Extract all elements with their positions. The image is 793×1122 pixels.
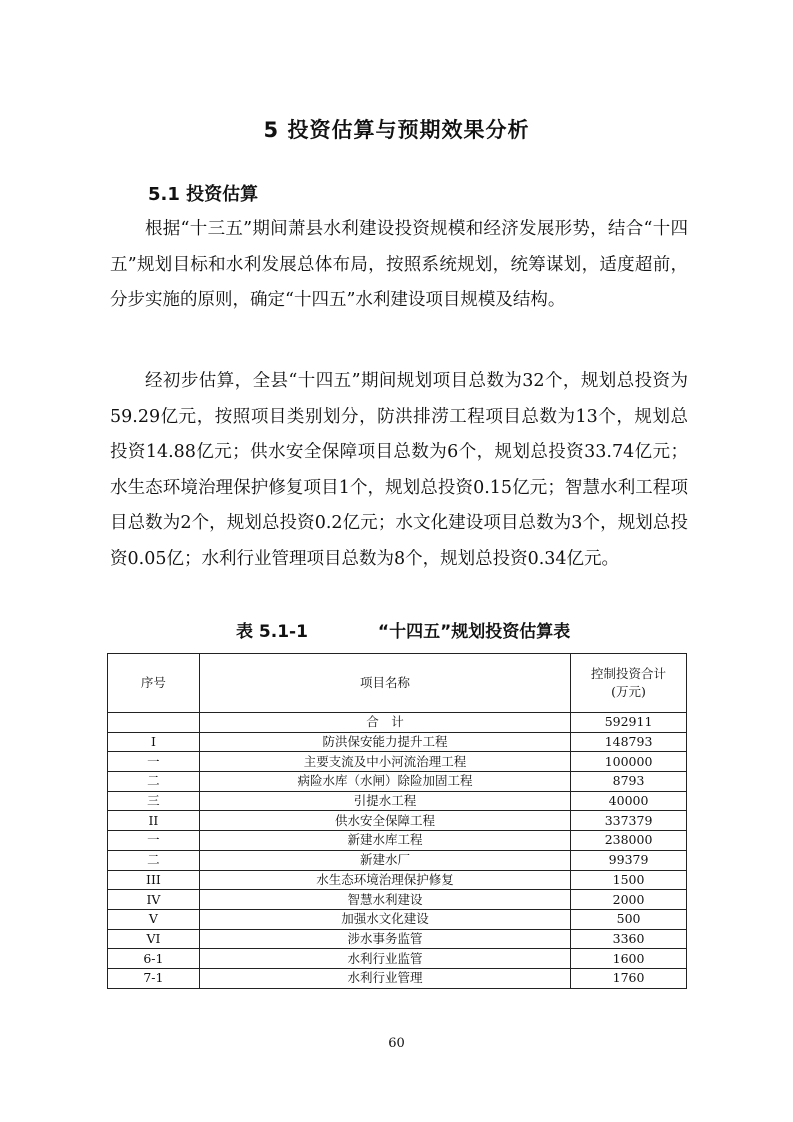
section-title: 5.1 投资估算 (148, 184, 259, 205)
cell-seq: 二 (108, 850, 200, 870)
estimate-paragraph: 经初步估算，全县“十四五”期间规划项目总数为32个，规划总投资为59.29亿元，按照项目类别划分，防洪排涝工程项目总数为13个，规划总投资14.88亿元；供水安全保障项目总数为6个，规划总投资33.74亿元；水生态环境治理保护修复项目1个，规划总投资0.15亿元；智慧水利工程项目总数为2个，规划总投资0.2亿元；水文化建设项目总数为3个，规划总投资0.05亿；水利行业管理项目总数为8个，规划总投资0.34亿元。 (110, 371, 688, 569)
table-row (108, 850, 687, 870)
cell-amount: 8793 (571, 772, 687, 792)
table-row (108, 949, 687, 969)
table-row (108, 890, 687, 910)
cell-amount: 1500 (571, 870, 687, 890)
cell-amount: 3360 (571, 929, 687, 949)
cell-seq (108, 713, 200, 733)
cell-name: 水生态环境治理保护修复 (199, 870, 570, 890)
table-row (108, 752, 687, 772)
table-row (108, 713, 687, 733)
cell-seq: 一 (108, 831, 200, 851)
cell-name: 智慧水利建设 (199, 890, 570, 910)
cell-name: 涉水事务监管 (199, 929, 570, 949)
cell-seq: III (108, 870, 200, 890)
cell-amount: 238000 (571, 831, 687, 851)
chapter-title: 5 投资估算与预期效果分析 (263, 118, 530, 142)
cell-name: 防洪保安能力提升工程 (199, 732, 570, 752)
cell-name: 新建水库工程 (199, 831, 570, 851)
cell-seq: II (108, 811, 200, 831)
cell-seq: VI (108, 929, 200, 949)
cell-seq: 二 (108, 772, 200, 792)
table-caption-number: 表 5.1-1 (236, 622, 308, 642)
page-number: 60 (388, 1036, 405, 1051)
table-row (108, 732, 687, 752)
intro-paragraph: 根据“十三五”期间萧县水利建设投资规模和经济发展形势，结合“十四五”规划目标和水利发展总体布局，按照系统规划，统筹谋划，适度超前，分步实施的原则，确定“十四五”水利建设项目规模及结构。 (110, 219, 688, 310)
cell-amount: 2000 (571, 890, 687, 910)
table-header-row (108, 654, 687, 713)
cell-amount: 592911 (571, 713, 687, 733)
cell-seq: I (108, 732, 200, 752)
cell-name: 水利行业监管 (199, 949, 570, 969)
cell-name: 供水安全保障工程 (199, 811, 570, 831)
cell-seq: IV (108, 890, 200, 910)
cell-name: 合 计 (199, 713, 570, 733)
cell-name: 引提水工程 (199, 791, 570, 811)
cell-seq: 7-1 (108, 968, 200, 988)
header-name: 项目名称 (199, 654, 570, 713)
cell-amount: 337379 (571, 811, 687, 831)
cell-name: 加强水文化建设 (199, 909, 570, 929)
cell-seq: V (108, 909, 200, 929)
cell-amount: 1760 (571, 968, 687, 988)
table-row (108, 791, 687, 811)
header-total-unit: (万元) (611, 684, 646, 699)
cell-seq: 6-1 (108, 949, 200, 969)
cell-amount: 100000 (571, 752, 687, 772)
table-row (108, 831, 687, 851)
header-seq: 序号 (108, 654, 200, 713)
header-total-label: 控制投资合计 (591, 666, 667, 681)
table-caption-title: “十四五”规划投资估算表 (377, 622, 571, 642)
table-caption (236, 617, 570, 642)
cell-name: 水利行业管理 (199, 968, 570, 988)
table-row (108, 811, 687, 831)
investment-table (107, 653, 687, 989)
cell-amount: 99379 (571, 850, 687, 870)
table-row (108, 968, 687, 988)
cell-amount: 500 (571, 909, 687, 929)
cell-amount: 148793 (571, 732, 687, 752)
cell-amount: 1600 (571, 949, 687, 969)
cell-seq: 一 (108, 752, 200, 772)
cell-seq: 三 (108, 791, 200, 811)
table-body (108, 713, 687, 989)
table-row (108, 909, 687, 929)
cell-amount: 40000 (571, 791, 687, 811)
cell-name: 新建水厂 (199, 850, 570, 870)
header-total (571, 654, 687, 713)
cell-name: 病险水库（水闸）除险加固工程 (199, 772, 570, 792)
cell-name: 主要支流及中小河流治理工程 (199, 752, 570, 772)
table-row (108, 870, 687, 890)
table-row (108, 772, 687, 792)
table-row (108, 929, 687, 949)
